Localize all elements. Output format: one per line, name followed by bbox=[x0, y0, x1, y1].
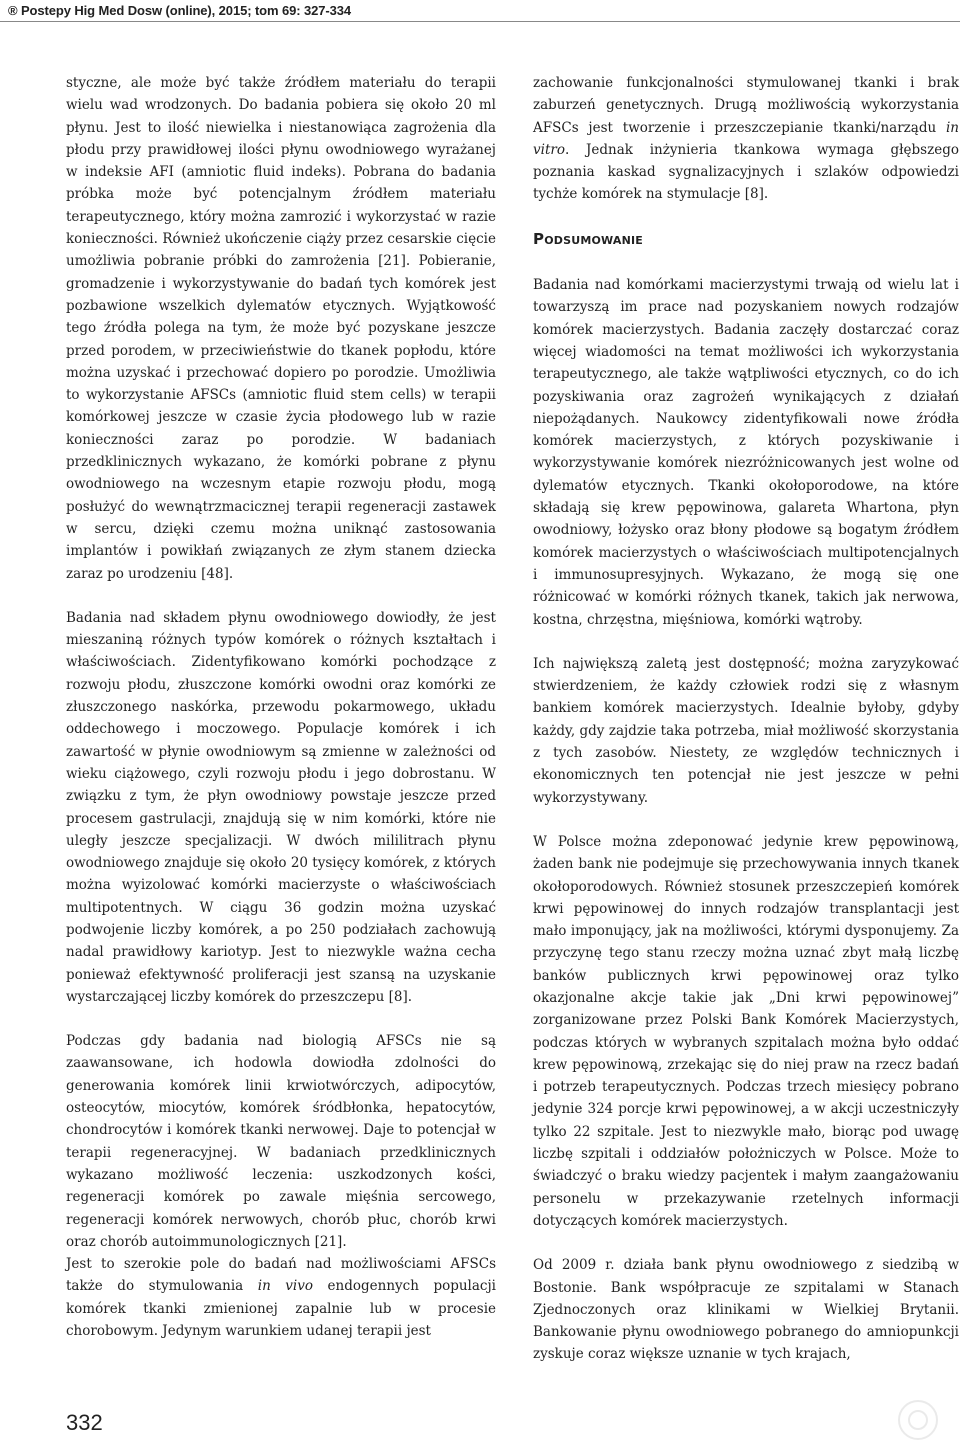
text-span: . Jednak inżynieria tkankowa wymaga głębszego poznania kaskad sygnalizacyjnych i szlaków odpowiedzi tychże komórek na stymulacje [8]. bbox=[533, 141, 959, 203]
paragraph: Od 2009 r. działa bank płynu owodniowego z siedzibą w Bostonie. Bank współpracuje ze szpitalami w Stanach Zjednoczonych oraz klinikami w Wielkiej Brytanii. Bankowanie płynu owodniowego pobranego do amniopunkcji zyskuje coraz większe uznanie w tych krajach, bbox=[533, 1257, 959, 1363]
journal-citation: ® Postepy Hig Med Dosw (online), 2015; tom 69: 327-334 bbox=[8, 3, 351, 18]
paragraph: styczne, ale może być także źródłem materiału do terapii wielu wad wrodzonych. Do badania pobiera się około 20 ml płynu. Jest to ilość niewielka i niestanowiąca zagrożenia dla płodu przy prawidłowej ilości płynu owodniowego wyrażanej w indeksie AFI (amniotic fluid indeks). Pobrana do badania próbka może być potencjalnym źródłem materiału terapeutycznego, który można zamrozić i wykorzystać w razie konieczności. Również ukończenie ciąży przez cesarskie cięcie umożliwia pobranie próbki do zamrożenia [21]. Pobieranie, gromadzenie i wykorzystywanie do badań tych komórek jest pozbawione wszelkich dylematów etycznych. Wyjątkowość tego źródła polega na tym, że może być pozyskane jeszcze przed porodem, w przeciwieństwie do tkanek popłodu, które można uzyskać i przechować dopiero po porodzie. Umożliwia to wykorzystanie AFSCs (amniotic fluid stem cells) w terapii komórkowej jeszcze w czasie życia płodowego lub w razie konieczności zaraz po porodzie. W badaniach przedklinicznych wykazano, że komórki pobrane z płynu owodniowego na wczesnym etapie rozwoju płodu, mogą posłużyć do wewnątrzmacicznej terapii regeneracji zastawek w sercu, dzięki czemu można uniknąć zastosowania implantów i powikłań związanych ze złym stanem dziecka zaraz po urodzeniu [48]. bbox=[66, 75, 496, 582]
paragraph bbox=[533, 72, 959, 206]
paragraph: Podczas gdy badania nad biologią AFSCs nie są zaawansowane, ich hodowla dowiodła zdolności do generowania komórek linii krwiotwórczych, adipocytów, osteocytów, miocytów, komórek śródbłonka, hepatocytów, chondrocytów i komórek tkanki nerwowej. Daje to potencjał w terapii regeneracyjnej. W badaniach przedklinicznych wykazano możliwość leczenia: uszkodzonych kości, regeneracji komórek po zawale mięśnia sercowego, regeneracji komórek nerwowych, chorób płuc, chorób krwi oraz chorób autoimmunologicznych [21]. bbox=[66, 1033, 496, 1250]
journal-header bbox=[0, 0, 960, 22]
text-span: endogennych populacji komórek tkanki zmienionej zapalnie lub w procesie chorobowym. Jedynym warunkiem udanej terapii jest bbox=[66, 1278, 496, 1340]
paragraph: Ich największą zaletą jest dostępność; można zaryzykować stwierdzeniem, że każdy człowiek rodzi się z własnym bankiem komórek macierzystych. Idealnie byłoby, gdyby każdy, gdy zajdzie taka potrzeba, miał możliwość skorzystania z tych zasobów. Niestety, ze względów technicznych i ekonomicznych ten potencjał nie jest jeszcze w pełni wykorzystywany. bbox=[533, 655, 959, 806]
section-heading: Podsumowanie bbox=[533, 229, 643, 248]
paragraph bbox=[66, 1253, 496, 1342]
header-rule bbox=[0, 21, 960, 22]
text-span: zachowanie funkcjonalności stymulowanej tkanki i brak zaburzeń genetycznych. Drugą możliwością wykorzystania AFSCs jest tworzenie i przeszczepianie tkanki/narządu bbox=[533, 75, 959, 136]
left-column bbox=[66, 72, 496, 1342]
paragraph: W Polsce można zdeponować jedynie krew pępowinową, żaden bank nie podejmuje się przechowywania innych tkanek okołoporodowych. Również stosunek przeszczepień komórek krwi pępowinowej do innych rodzajów transplantacji jest mało imponujący, jak na możliwości, którymi dysponujemy. Za przyczynę tego stanu rzeczy można uznać zbyt małą liczbę banków publicznych krwi pępowinowej oraz tylko okazjonalne akcje takie jak „Dni krwi pępowinowej” zorganizowane przez Polski Bank Komórek Macierzystych, podczas których w wybranych szpitalach można było oddać krew pępowinową, zrzekając się do niej praw na rzecz badań i potrzeb terapeutycznych. Podczas trzech miesięcy pobrano jedynie 324 porcje krwi pępowinowej, a w akcji uczestniczyły tylko 22 szpitale. Jest to niezwykle mało, biorąc pod uwagę liczbę szpitali i oddziałów położniczych w Polsce. Może to świadczyć o braku wiedzy pacjentek i małym zaangażowaniu personelu w przekazywanie rzetelnych informacji dotyczących komórek macierzystych. bbox=[533, 833, 959, 1229]
page-number: 332 bbox=[66, 1410, 103, 1435]
italic-term: in vivo bbox=[257, 1278, 314, 1295]
right-column bbox=[533, 72, 959, 1366]
italic-term: in vitro bbox=[533, 119, 959, 158]
publisher-seal-icon bbox=[898, 1400, 938, 1440]
paragraph: Badania nad komórkami macierzystymi trwają od wielu lat i towarzyszą im prace nad pozyskaniem nowych rodzajów komórek macierzystych. Badania zaczęły dostarczać coraz więcej wiadomości na temat możliwości ich wykorzystania terapeutycznego, ale także wątpliwości etycznych, co do ich pozyskiwania oraz zagrożeń wynikających z działań niepożądanych. Naukowcy zidentyfikowali nowe źródła komórek macierzystych, z których pozyskiwanie i wykorzystywanie komórek niezróżnicowanych jest wolne od dylematów etycznych. Tkanki okołoporodowe, na które składają się krew pępowinowa, galareta Whartona, płyn owodniowy, łożysko oraz błony płodowe są bogatym źródłem komórek macierzystych o właściwościach multipotencjalnych i immunosupresyjnych. Wykazano, że mogą się one różnicować w komórki różnych tkanek, takich jak nerwowa, kostna, chrzęstna, mięśniowa, komórki wątroby. bbox=[533, 277, 959, 628]
paragraph: Badania nad składem płynu owodniowego dowiodły, że jest mieszaniną różnych typów komórek o różnych kształtach i właściwościach. Zidentyfikowano komórki pochodzące z rozwoju płodu, złuszczone komórki owodni oraz komórki ze złuszczonego naskórka, przewodu pokarmowego, układu oddechowego i moczowego. Populacje komórek i ich zawartość w płynie owodniowym są zmienne w zależności od wieku ciążowego, czyli rozwoju płodu i jego dobrostanu. W związku z tym, że płyn owodniowy powstaje jeszcze przed procesem gastrulacji, znajdują się w nim komórki, które nie uległy jeszcze specjalizacji. W dwóch mililitrach płynu owodniowego znajduje się około 20 tysięcy komórek, z których można wyizolować komórki macierzyste o właściwościach multipotentnych. W ciągu 36 godzin można uzyskać podwojenie liczby komórek, a po 250 podziałach zachowują nadal prawidłowy kariotyp. Jest to niezwykle ważna cecha ponieważ efektywność proliferacji jest szansą na uzyskanie wystarczającej liczby komórek do przeszczepu [8]. bbox=[66, 609, 496, 1005]
text-span: Jest to szerokie pole do badań nad możliwościami AFSCs także do stymulowania bbox=[66, 1256, 496, 1295]
